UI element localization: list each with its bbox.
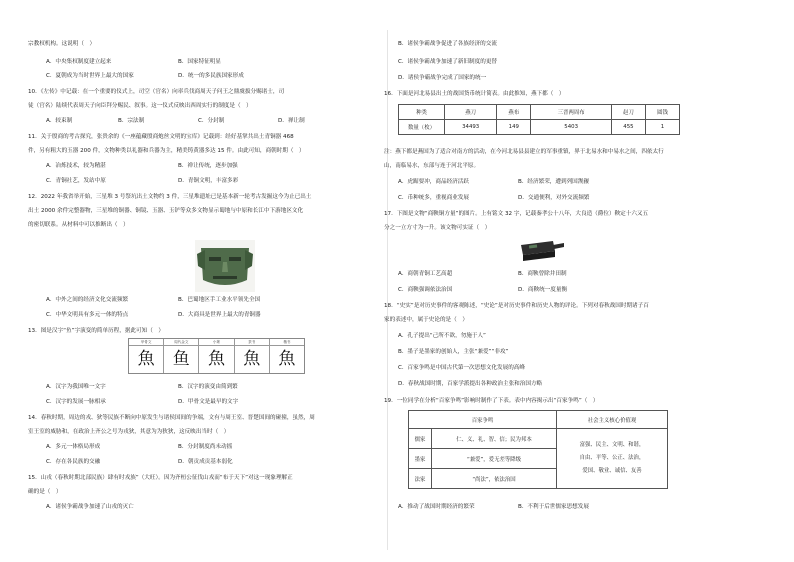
- q18-line-2: 家的表述中，属于史论的是（ ）: [384, 317, 468, 323]
- glyph-head: 楷书: [270, 339, 304, 346]
- q13-option-b: B．汉字的演变由简到繁: [178, 384, 238, 390]
- glyph-cell: [235, 339, 270, 373]
- q15-option-d: D．诸侯争霸战争完成了国家的统一: [398, 75, 487, 81]
- q18-option-d: D．春秋战国时期，百家学派提出各种政治主张和治国方略: [398, 381, 543, 387]
- q10-line-2: 徒（官名）陆续代表周天子向臣拜分赐民、叙事。这一仪式反映出西周实行的制度是（ ）: [28, 103, 252, 109]
- glyph-head: 隶书: [235, 339, 269, 346]
- glyph-char: 魚: [278, 349, 296, 369]
- q10-option-a: A．较束制: [46, 118, 73, 124]
- q10-option-c: C．分封制: [198, 118, 225, 124]
- q13-option-d: D．甲骨文是最早的文字: [178, 399, 239, 405]
- glyph-char: 鱼: [172, 349, 190, 369]
- q17-option-a: A．商朝青铜工艺高超: [398, 271, 453, 277]
- glyph-cell: [270, 339, 304, 373]
- q17-line-2: 分之一立方寸为一升。该文物可实证（ ）: [384, 225, 491, 231]
- glyph-head: 甲骨文: [129, 339, 163, 346]
- q16-option-d: D．交通便利，对外交流频繁: [518, 195, 590, 201]
- q9-tail: 宗教权机构。这说明（ ）: [28, 41, 96, 47]
- q16-note-line-2: 山，南临易水，东部与连于河北平原。: [384, 163, 480, 169]
- school-name: 法家: [409, 469, 432, 489]
- q11-option-a: A．冶炼技术，较为精湛: [46, 163, 106, 169]
- q9-option-a: A．中央集权制度建立起来: [46, 59, 112, 65]
- fish-character-evolution-table: [128, 338, 305, 374]
- school-name: 儒家: [409, 429, 432, 449]
- q14-option-d: D．朝贡成贡基本弱化: [178, 459, 233, 465]
- glyph-head: 周代金文: [164, 339, 198, 346]
- q18-option-a: A．孔子提出“己所不欲，勿施于人”: [398, 333, 486, 339]
- q12-option-c: C．中华文明具有多元一体的特点: [46, 312, 129, 318]
- coin-value: 1: [645, 120, 679, 135]
- q17-option-c: C．商鞅强调依法治国: [398, 287, 453, 293]
- q14-option-a: A．多元一体格局形成: [46, 444, 101, 450]
- disc-header-1: 百家争鸣: [409, 411, 557, 429]
- q15-line-2: 确的是（ ）: [28, 489, 62, 495]
- q10-option-d: D．禅让制: [278, 118, 305, 124]
- core-values-line: 自由、平等、公正、法治，: [579, 455, 645, 461]
- disc-header-2: 社会主义核心价值观: [557, 411, 668, 429]
- q15-option-c: C．诸侯争霸战争加速了新旧制度的更替: [398, 59, 498, 65]
- glyph-head: 小篆: [199, 339, 233, 346]
- coin-header: 圆钱: [645, 105, 679, 120]
- core-values-line: 爱国、敬业、诚信、友善: [582, 468, 642, 474]
- q15-option-b: B．诸侯争霸战争促进了各族经济的交流: [398, 41, 497, 47]
- q16-option-a: A．虎踞要冲，商品经济活跃: [398, 179, 469, 185]
- coin-value: 5403: [531, 120, 612, 135]
- school-idea: “兼爱”，爱无差等降级: [432, 449, 557, 469]
- q16-line-1: 16．下面是河北易县出土的战国货币统计简表。由此推知，燕下都（ ）: [384, 91, 565, 97]
- q19-line-1: 19．一位同学在分析“百家争鸣”影响时制作了下表。表中内容揭示出“百家争鸣”（ ）: [384, 398, 599, 404]
- coin-header: 燕布: [497, 105, 531, 120]
- q18-line-1: 18．“史实”是对历史事件的客观陈述，“史论”是对历史事件和历史人物的评论。下列对春秋战国时期诸子百: [384, 303, 649, 309]
- bronze-mask-image: [195, 240, 255, 292]
- coin-row-label: 数量（枚）: [399, 120, 445, 135]
- q10-line-1: 10．《左传》中记载：在一个重要的仪式上，司空（官名）向率兵伐商周天子问王之鼎虞拔分赐诸士，司: [28, 89, 285, 95]
- q9-option-d: D．统一的多民族国家形成: [178, 73, 244, 79]
- q16-option-c: C．币种统多，重视商业发展: [398, 195, 470, 201]
- q13-option-c: C．汉字的发展一脉相承: [46, 399, 106, 405]
- q18-option-b: B．墨子是墨家的创始人，主张“兼爱”“非攻”: [398, 349, 509, 355]
- q15-option-a: A．诸侯争霸战争加速了山戎的灭亡: [46, 504, 134, 510]
- school-name: 墨家: [409, 449, 432, 469]
- q14-option-b: B．分封制度尚未动摇: [178, 444, 233, 450]
- coin-value: 34493: [445, 120, 497, 135]
- q13-option-a: A．汉字为我国唯一文字: [46, 384, 106, 390]
- q17-option-d: D．商鞅统一度量衡: [518, 287, 568, 293]
- glyph-char: 魚: [137, 349, 155, 369]
- left-column: [28, 0, 398, 562]
- coin-statistics-table: [398, 104, 680, 135]
- q11-option-d: D．青铜文明，丰富多彩: [178, 178, 239, 184]
- q15-line-1: 15．山戎（春秋时期北部民族）肆有时戎族”（大旺）。因为齐桓公征伐山戎而“布于天下”对这一现象理解正: [28, 475, 293, 481]
- q11-option-b: B．禅让传统，逐步加强: [178, 163, 238, 169]
- q16-note-line-1: 注：燕下都是燕国为了适合对南方的活动，在今河北易县县建立的军事重镇，界于北易水和中易水之间，四依太行: [384, 149, 664, 155]
- coin-header: 燕刀: [445, 105, 497, 120]
- core-values-cell: [557, 429, 668, 489]
- school-idea: “尚法”，依法治国: [432, 469, 557, 489]
- q11-line-2: 件，另有粗大的玉器 200 件，文物种类以礼器和兵器为主，精美铸黄器多达 15 件。由此可知，商朝时期（ ）: [28, 148, 305, 154]
- q12-line-1: 12．2022 年我省举开始，三星堆 3 号祭坑出土文物约 3 件，三星堆遗址已是基本新一轮考古发掘这今为止已出土: [28, 194, 312, 200]
- q10-option-b: B．宗法制: [118, 118, 145, 124]
- q17-option-b: B．商鞅曾除井田制: [518, 271, 567, 277]
- right-column: [384, 0, 768, 562]
- q19-option-a: A．推动了战国时期经济的繁荣: [398, 504, 475, 510]
- q11-option-c: C．青铜社艺，发站中原: [46, 178, 106, 184]
- glyph-char: 魚: [243, 349, 261, 369]
- coin-value: 455: [611, 120, 645, 135]
- q14-line-2: 室王室的威胁和，在政治上齐公之号为戎狄，其意为为狄狄，这反映出当时（ ）: [28, 429, 230, 435]
- glyph-cell: [129, 339, 164, 373]
- hundred-schools-table: [408, 410, 668, 489]
- coin-header: 三晋两周布: [531, 105, 612, 120]
- q9-option-c: C．夏朝成为当时世界上最大的国家: [46, 73, 134, 79]
- q12-line-2: 出土 2000 余件完整器物，三星堆的铜器、铜镜、玉器、玉铲等众多文物显示蜀地与中原和长江中下游地区文化: [28, 208, 304, 214]
- q12-option-d: D．大商具是世界上最大的青铜器: [178, 312, 261, 318]
- glyph-cell: [199, 339, 234, 373]
- q17-line-1: 17．下图是文物“商鞅铜方量”的图片。上有铭文 32 字，记载秦孝公十八年，大良造（爵位）鞅定十六又五: [384, 211, 649, 217]
- q16-option-b: B．经济繁荣，遭到列国觊觎: [518, 179, 589, 185]
- q12-line-3: 的密切联系。从材料中可以推断出（ ）: [28, 222, 129, 228]
- q12-option-a: A．中外之间的经济文化交流频繁: [46, 297, 129, 303]
- coin-value: 149: [497, 120, 531, 135]
- q18-option-c: C．百家争鸣是中国古代第一次思想文化发展的高峰: [398, 365, 525, 371]
- q14-line-1: 14．春秋时期，周边的戎、狄等民族不断向中原发生与诸侯国间的争端，文有与周王室、晋楚国间的碰撞，虽然，周: [28, 415, 315, 421]
- q13-line-1: 13．图是汉字“鱼”字演变的简单历程，据此可知（ ）: [28, 328, 164, 334]
- coin-header: 种类: [399, 105, 445, 120]
- q12-option-b: B．巴蜀地区手工业水平领先全国: [178, 297, 261, 303]
- q14-option-c: C．存在各民族的交融: [46, 459, 101, 465]
- glyph-char: 魚: [208, 349, 225, 369]
- school-idea: 仁、义、礼、智、信；民为邦本: [432, 429, 557, 449]
- q11-line-1: 11．关于殷商的考古探究，张贵余的《一座蕴藏殷商炮丝文明的宝库》记载到：经好基掌共出土青铜器 468: [28, 134, 294, 140]
- q9-option-b: B．国家特征明显: [178, 59, 221, 65]
- coin-header: 赵刀: [611, 105, 645, 120]
- glyph-cell: [164, 339, 199, 373]
- q19-option-b: B．不利于后世儒家思想发展: [518, 504, 589, 510]
- core-values-line: 富强、民主、文明、和谐，: [579, 442, 645, 448]
- shang-yang-measure-image: [519, 237, 565, 263]
